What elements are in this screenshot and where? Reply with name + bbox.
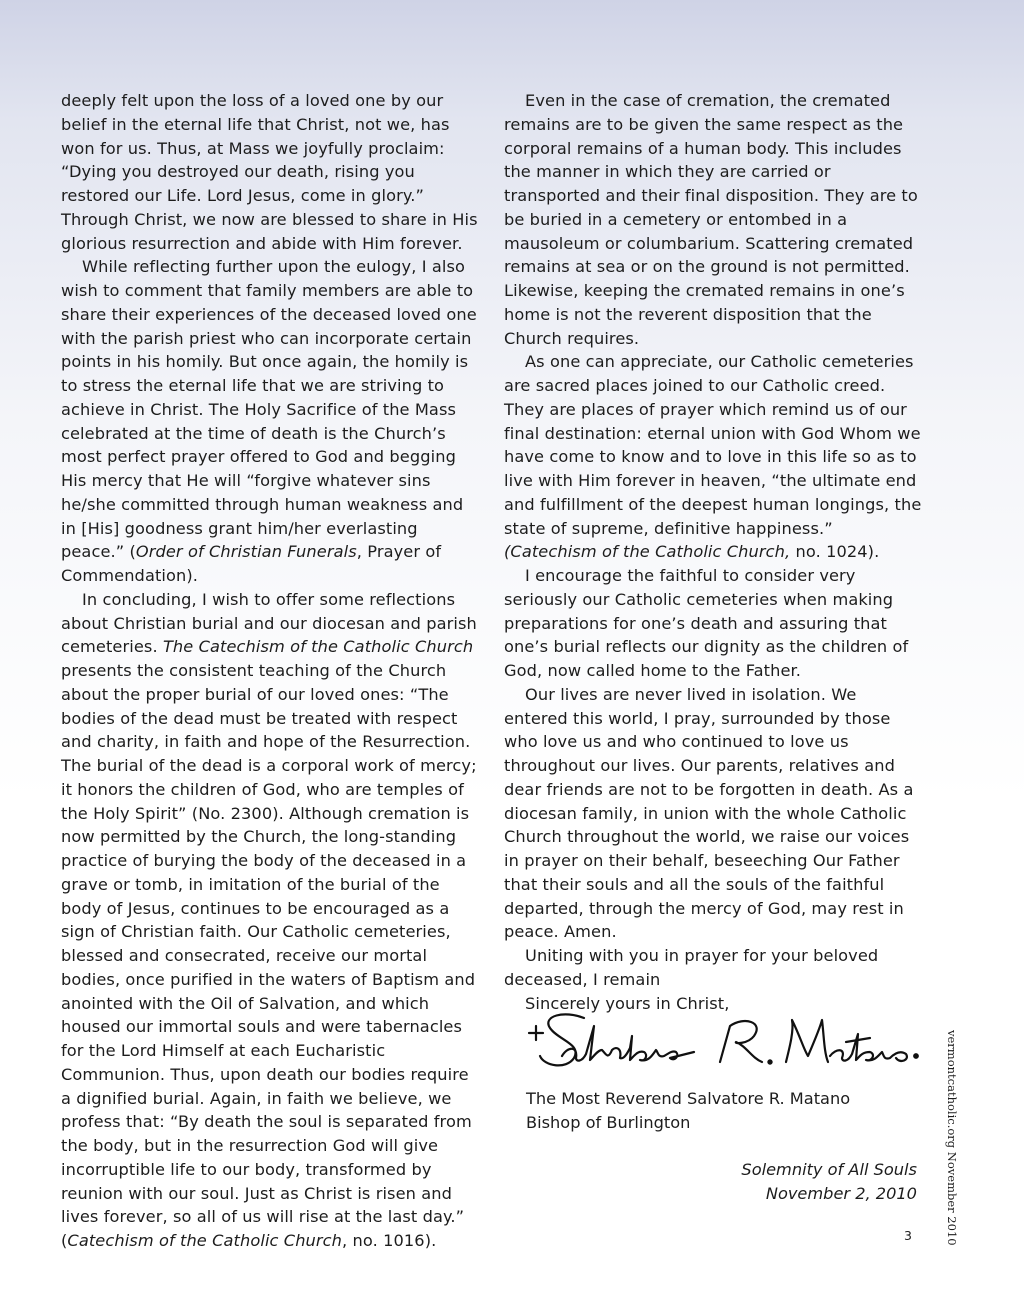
citation-catechism: The Catechism of the Catholic Church (162, 637, 474, 657)
right-paragraph-3: I encourage the faithful to consider very seriously our Catholic cemeteries when making preparations for one’s death and assuring that one’s burial reflects our dignity as the children of God, now called home to the Father. (504, 566, 909, 680)
publication-side-label: vermontcatholic.org November 2010 (945, 1030, 959, 1246)
right-paragraph-5: Uniting with you in prayer for your beloved deceased, I remain (504, 946, 879, 989)
dateline-occasion: Solemnity of All Souls (741, 1160, 917, 1179)
signature-icon (524, 1006, 924, 1086)
left-column (61, 89, 483, 1253)
right-paragraph-2: As one can appreciate, our Catholic cemeteries are sacred places joined to our Catholic creed. They are places of prayer which remind us of our final destination: eternal union with God Whom we have come to know and to love in this life so as to live with Him forever in heaven, “the ultimate end and fulfillment of the deepest human longings, the state of supreme, definitive happiness.” (Catechism of the Catholic Church, no. 1024). (504, 352, 922, 562)
citation-order-of-christian-funerals: Order of Christian Funerals (135, 542, 357, 562)
handwritten-signature (524, 1006, 924, 1086)
left-paragraph-2: While reflecting further upon the eulogy, I also wish to comment that family members are able to share their experiences of the deceased loved one with the parish priest who can incorporate certain points in his homily. But once again, the homily is to stress the eternal life that we are striving to achieve in Christ. The Holy Sacrifice of the Mass celebrated at the time of death is the Church’s most perfect prayer offered to God and begging His mercy that He will “forgive whatever sins he/she committed through human weakness and in [His] goodness grant him/her everlasting peace.” (Order of Christian Funerals, Prayer of Commendation). (61, 257, 477, 585)
dateline (617, 1158, 917, 1206)
right-paragraph-4: Our lives are never lived in isolation. We entered this world, I pray, surrounded by those who love us and who continued to love us throughout our lives. Our parents, relatives and dear friends are not to be forgotten in death. As a diocesan family, in union with the whole Catholic Church throughout the world, we raise our voices in prayer on their behalf, beseeching Our Father that their souls and all the souls of the faithful departed, through the mercy of God, may rest in peace. Amen. (504, 684, 914, 942)
closing-salutation: Sincerely yours in Christ, (525, 993, 730, 1013)
right-paragraph-1: Even in the case of cremation, the cremated remains are to be given the same respect as the corporal remains of a human body. This includes the manner in which they are carried or transported and their final disposition. They are to be buried in a cemetery or entombed in a mausoleum or columbarium. Scattering cremated remains at sea or on the ground is not permitted. Likewise, keeping the cremated remains in one’s home is not the reverent disposition that the Church requires. (504, 91, 918, 348)
left-paragraph-3: In concluding, I wish to offer some reflections about Christian burial and our diocesan and parish cemeteries. The Catechism of the Catholic Church presents the consistent teaching of the Church about the proper burial of our loved ones: “The bodies of the dead must be treated with respect and charity, in faith and hope of the Resurrection. The burial of the dead is a corporal work of mercy; it honors the children of God, who are temples of the Holy Spirit” (No. 2300). Although cremation is now permitted by the Church, the long-standing practice of burying the body of the deceased in a grave or tomb, in imitation of the burial of the body of Jesus, continues to be encouraged as a sign of Christian faith. Our Catholic cemeteries, blessed and consecrated, receive our mortal bodies, once purified in the waters of Baptism and anointed with the Oil of Salvation, and which housed our immortal souls and were tabernacles for the Lord Himself at each Eucharistic Communion. Thus, upon death our bodies require a dignified burial. Again, in faith we believe, we profess that: “By death the soul is separated from the body, but in the resurrection God will give incorruptible life to our body, transformed by reunion with our soul. Just as Christ is risen and lives forever, so all of us will rise at the last day.” (Catechism of the Catholic Church, no. 1016). (61, 589, 477, 1250)
page-number: 3 (904, 1228, 912, 1243)
citation-catechism-1016: Catechism of the Catholic Church (67, 1231, 343, 1250)
signer-name: The Most Reverend Salvatore R. Matano (526, 1089, 851, 1108)
left-paragraph-1: deeply felt upon the loss of a loved one by our belief in the eternal life that Christ, not we, has won for us. Thus, at Mass we joyfully proclaim: “Dying you destroyed our death, rising you restored our Life. Lord Jesus, come in glory.” Through Christ, we now are blessed to share in His glorious resurrection and abide with Him forever. (61, 91, 478, 253)
dateline-date: November 2, 2010 (765, 1183, 917, 1203)
signer-title: Bishop of Burlington (526, 1112, 691, 1132)
citation-catechism-1024: (Catechism of the Catholic Church, (504, 542, 791, 562)
right-column (504, 89, 924, 1015)
signer-block (526, 1087, 916, 1135)
